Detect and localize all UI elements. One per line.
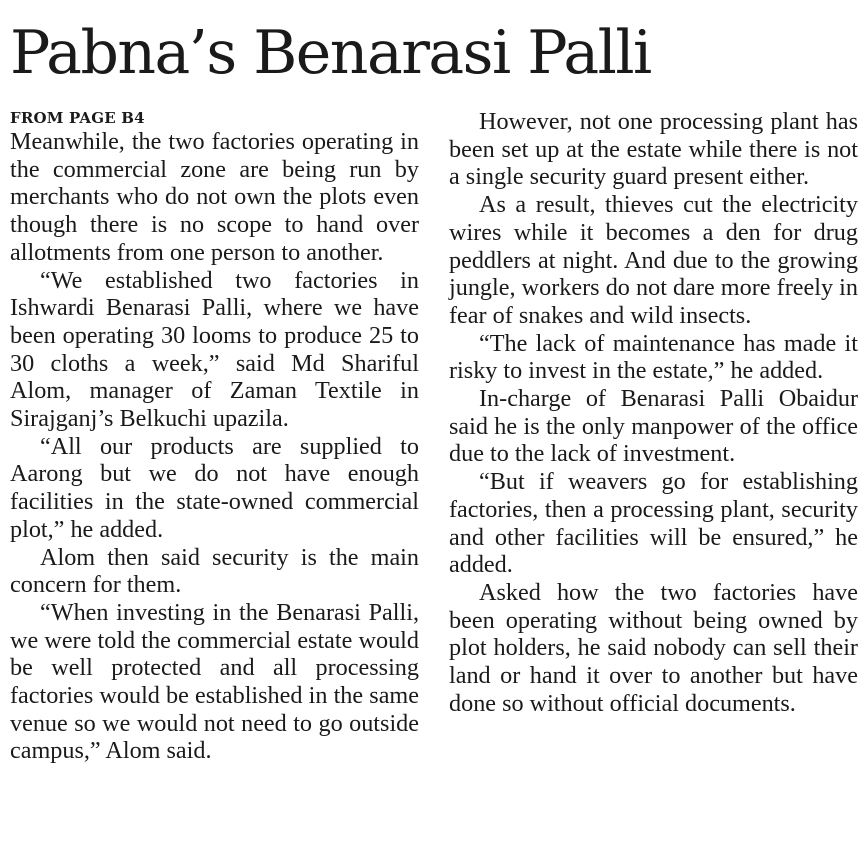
paragraph: As a result, thieves cut the electricity wires while it becomes a den for drug peddlers at night. And due to the growing jungle, workers do not dare more freely in fear of snakes and wild insects. (449, 191, 858, 329)
headline: Pabna’s Benarasi Palli (10, 18, 651, 88)
jump-line: FROM PAGE B4 (10, 109, 145, 127)
paragraph: In-charge of Benarasi Palli Obaidur said he is the only manpower of the office due to the lack of investment. (449, 385, 858, 468)
paragraph: Meanwhile, the two factories operating in the commercial zone are being run by merchants who do not own the plots even though there is no scope to hand over allotments from one person to another. (10, 128, 419, 266)
right-column (449, 108, 858, 717)
paragraph: Asked how the two factories have been operating without being owned by plot holders, he said nobody can sell their land or hand it over to another but have done so without official documents. (449, 578, 858, 717)
paragraph: “We established two factories in Ishwardi Benarasi Palli, where we have been operating 30 looms to produce 25 to 30 cloths a week,” said Md Shariful Alom, manager of Zaman Textile in Sirajganj’s Belkuchi upazila. (10, 266, 419, 433)
paragraph: “But if weavers go for establishing factories, then a processing plant, security and other facilities will be ensured,” he added. (449, 468, 858, 579)
paragraph: “The lack of maintenance has made it risky to invest in the estate,” he added. (449, 329, 858, 385)
left-column (10, 109, 419, 765)
paragraph: “When investing in the Benarasi Palli, we were told the commercial estate would be well protected and all processing factories would be established in the same venue so we would not need to go outside campus,” Alom said. (10, 598, 419, 765)
paragraph: “All our products are supplied to Aarong but we do not have enough facilities in the state-owned commercial plot,” he added. (10, 432, 419, 543)
paragraph: Alom then said security is the main concern for them. (10, 543, 419, 599)
paragraph: However, not one processing plant has been set up at the estate while there is not a single security guard present either. (449, 108, 858, 191)
